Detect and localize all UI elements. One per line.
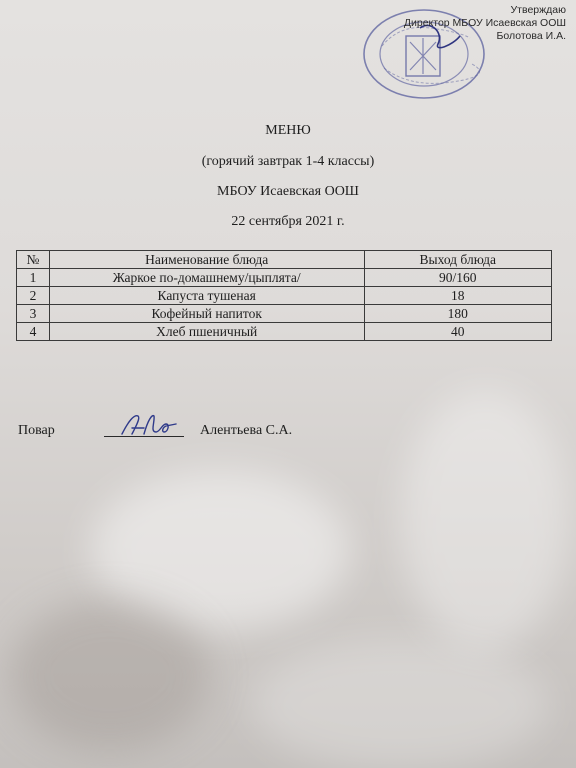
table-row [17,287,552,305]
menu-table [16,250,552,341]
column-header-dish-name: Наименование блюда [49,251,364,269]
approval-director-name: Болотова И.А. [496,30,566,42]
dish-output: 18 [364,287,552,305]
approval-position: Директор МБОУ Исаевская ООШ [403,17,566,29]
row-number: 2 [17,287,50,305]
light-glare [400,390,570,650]
signature-line [104,436,184,437]
table-row [17,323,552,341]
table-header-row [17,251,552,269]
document-title: МЕНЮ [265,123,311,138]
row-number: 3 [17,305,50,323]
light-glare [250,640,550,768]
row-number: 4 [17,323,50,341]
dish-output: 90/160 [364,269,552,287]
dish-name: Хлеб пшеничный [49,323,364,341]
dish-name: Капуста тушеная [49,287,364,305]
cook-name: Алентьева С.А. [200,423,293,438]
menu-date: 22 сентября 2021 г. [231,214,345,229]
school-name: МБОУ Исаевская ООШ [217,184,359,199]
dish-name: Кофейный напиток [49,305,364,323]
document-subtitle: (горячий завтрак 1-4 классы) [201,154,375,169]
row-number: 1 [17,269,50,287]
approval-label: Утверждаю [510,4,566,16]
table-row [17,269,552,287]
table-row [17,305,552,323]
light-glare [90,470,350,630]
column-header-dish-output: Выход блюда [364,251,552,269]
dish-name: Жаркое по-домашнему/цыплята/ [49,269,364,287]
approval-block [404,4,566,43]
dish-output: 180 [364,305,552,323]
dish-output: 40 [364,323,552,341]
column-header-number: № [17,251,50,269]
cook-role-label: Повар [18,423,55,438]
shadow-area [10,600,210,750]
